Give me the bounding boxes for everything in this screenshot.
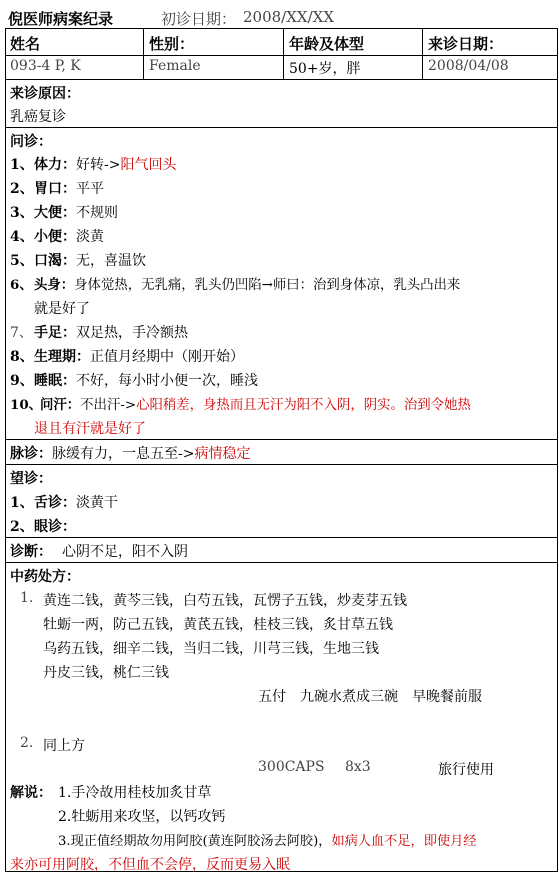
notes-label: 解说： [10, 785, 52, 801]
inquiry-item: 8、生理期：正值月经期中（刚开始） [10, 349, 244, 365]
record-title: 倪医师病案纪录 [8, 10, 114, 28]
rx2-use: 旅行使用 [438, 762, 494, 778]
inquiry-item: 3、大便：不规则 [10, 205, 118, 221]
header-name: 姓名 [10, 35, 41, 53]
rx1-line: 乌药五钱，细辛二钱，当归二钱，川芎三钱，生地三钱 [43, 641, 379, 657]
divider [143, 28, 144, 79]
rx1-dosage: 五付 九碗水煮成三碗 早晚餐前服 [258, 689, 482, 705]
patient-name: 093-4 P, K [10, 58, 81, 74]
inquiry-item: 2、胃口：平平 [10, 181, 104, 197]
observe-label: 望诊： [10, 471, 52, 487]
divider [5, 127, 558, 128]
header-gender: 性别： [149, 35, 195, 53]
rx2-number: 2. [20, 735, 34, 751]
header-age: 年龄及体型 [289, 35, 365, 53]
inquiry-item: 4、小便：淡黄 [10, 229, 104, 245]
inquiry-item: 7、手足：双足热，手冷额热 [10, 325, 188, 341]
divider [283, 28, 284, 79]
inquiry-item: 6、头身：身体觉热，无乳痛，乳头仍凹陷→师曰：治到身体凉，乳头凸出来 [10, 277, 461, 293]
inquiry-item: 1、体力：好转->阳气回头 [10, 157, 177, 173]
divider [5, 562, 558, 563]
divider [5, 55, 558, 56]
diagnosis: 诊断： 心阴不足，阳不入阴 [10, 544, 188, 560]
divider [5, 439, 558, 440]
reason-label: 来诊原因： [10, 86, 80, 102]
note-line-continued: 来亦可用阿胶，不但血不会停，反而更易入眠 [10, 857, 290, 873]
patient-age: 50+岁，胖 [289, 61, 361, 77]
rx2-caps: 300CAPS [258, 759, 325, 775]
rx1-line: 牡蛎一两，防己五钱，黄芪五钱，桂枝三钱，炙甘草五钱 [43, 617, 393, 633]
rx1-number: 1. [20, 590, 34, 606]
note-line: 2.牡蛎用来攻坚，以钙攻钙 [58, 809, 226, 825]
divider [422, 28, 423, 79]
inquiry-item-continued: 退且有汗就是好了 [34, 421, 146, 437]
visit-date: 2008/04/08 [428, 58, 509, 74]
divider [5, 464, 558, 465]
note-line: 3.现正值经期故勿用阿胶(黄连阿胶汤去阿胶)，如病人血不足，即使月经 [58, 834, 477, 849]
inquiry-item-continued: 就是好了 [34, 301, 90, 317]
rx1-line: 黄连二钱，黄芩三钱，白芍五钱，瓦愣子五钱，炒麦芽五钱 [43, 593, 407, 609]
first-visit-date: 2008/XX/XX [243, 8, 334, 26]
inquiry-item: 9、睡眠：不好，每小时小便一次，睡浅 [10, 373, 258, 389]
observe-item: 2、眼诊： [10, 519, 76, 535]
inquiry-label: 问诊： [10, 134, 52, 150]
divider [5, 537, 558, 538]
divider [5, 79, 558, 80]
note-line: 1.手冷故用桂枝加炙甘草 [58, 785, 212, 801]
inquiry-item: 10、问汗：不出汗->心阳稍差，身热而且无汗为阳不入阴，阴实。治到令她热 [10, 397, 471, 413]
header-visit-date: 来诊日期： [428, 35, 504, 53]
pulse-diagnosis: 脉诊：脉缓有力，一息五至->病情稳定 [10, 446, 251, 462]
reason-text: 乳癌复诊 [10, 109, 66, 125]
rx1-line: 丹皮三钱，桃仁三钱 [43, 665, 169, 681]
rx2-text: 同上方 [43, 738, 85, 754]
patient-gender: Female [149, 58, 201, 74]
first-visit-label: 初诊日期： [161, 10, 237, 28]
inquiry-item: 5、口渴：无，喜温饮 [10, 253, 146, 269]
observe-item: 1、舌诊：淡黄干 [10, 495, 118, 511]
prescription-label: 中药处方： [10, 569, 80, 585]
rx2-dose: 8x3 [345, 759, 371, 775]
